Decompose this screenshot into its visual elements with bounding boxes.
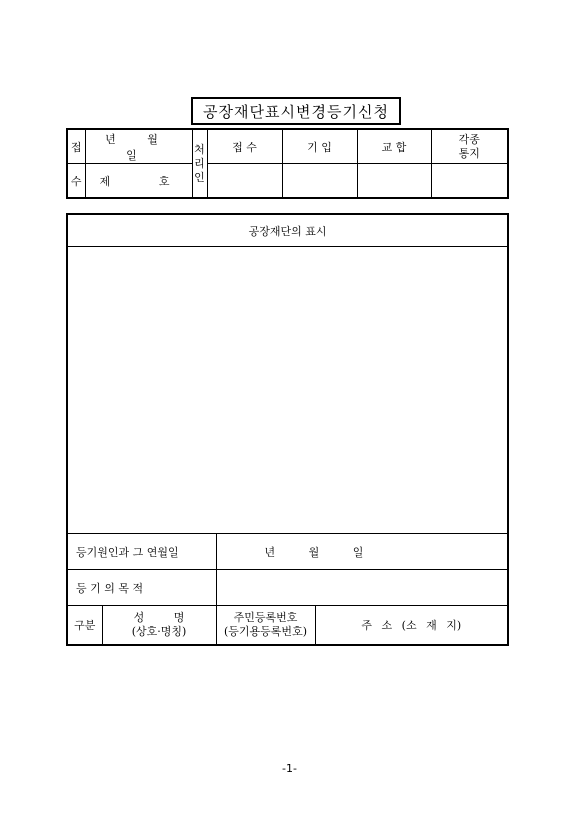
form-title: 공장재단표시변경등기신청	[191, 97, 401, 125]
receipt-notice-cell[interactable]	[431, 164, 508, 199]
receipt-date-label: 년 월 일	[85, 129, 192, 164]
registration-purpose-label: 등 기 의 목 적	[67, 570, 216, 606]
receipt-column-check: 교 합	[357, 129, 431, 164]
page-number: -1-	[282, 762, 297, 775]
processor-label: 처 리 인	[192, 129, 207, 198]
receipt-column-accept: 접 수	[207, 129, 282, 164]
receipt-number-label: 제 호	[85, 164, 192, 199]
gubun-column-header: 구분	[67, 606, 102, 646]
factory-foundation-header: 공장재단의 표시	[67, 214, 508, 247]
factory-foundation-content[interactable]	[67, 247, 508, 534]
registration-purpose-field[interactable]	[216, 570, 508, 606]
main-form-table	[66, 213, 509, 646]
receipt-column-notice: 각종 통지	[431, 129, 508, 164]
receipt-column-entry: 기 입	[282, 129, 357, 164]
receipt-table	[66, 128, 509, 199]
receipt-entry-cell[interactable]	[282, 164, 357, 199]
receipt-accept-cell[interactable]	[207, 164, 282, 199]
address-column-header: 주 소 (소 재 지)	[315, 606, 508, 646]
receipt-su-label: 수	[67, 164, 85, 199]
id-number-column-header: 주민등록번호 (등기용등록번호)	[216, 606, 315, 646]
name-column-header: 성 명 (상호·명칭)	[102, 606, 216, 646]
registration-cause-label: 등기원인과 그 연월일	[67, 534, 216, 570]
receipt-jeop-label: 접	[67, 129, 85, 164]
registration-cause-date[interactable]: 년 월 일	[216, 534, 508, 570]
receipt-check-cell[interactable]	[357, 164, 431, 199]
